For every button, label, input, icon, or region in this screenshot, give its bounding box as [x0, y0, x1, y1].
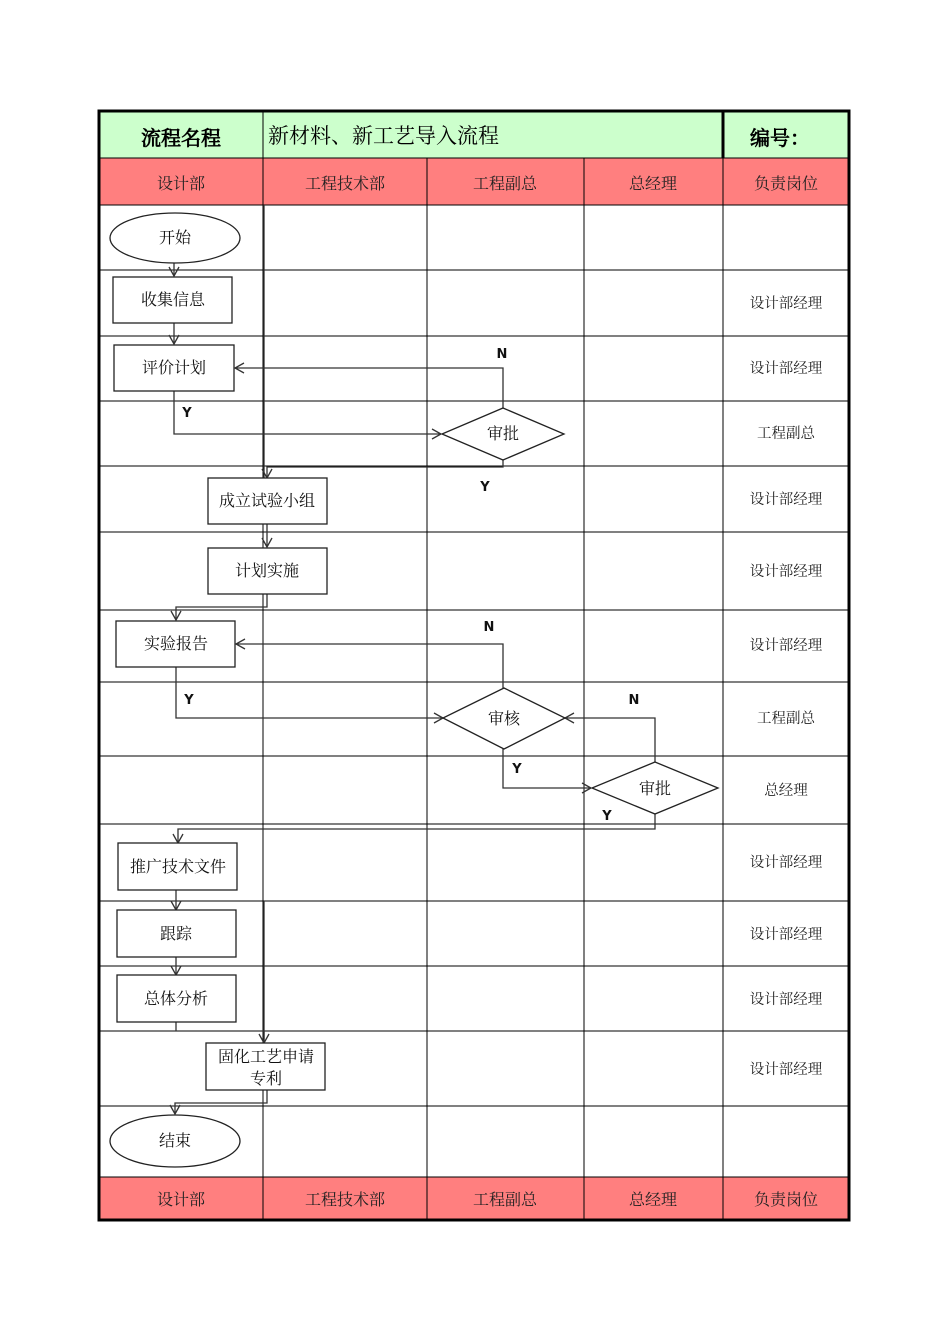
- role-cell: 设计部经理: [749, 492, 823, 508]
- node-patent-application-line1: 固化工艺申请: [217, 1047, 315, 1066]
- node-review: [443, 688, 565, 749]
- node-plan-implementation: [208, 548, 327, 594]
- column-footer-design: 设计部: [156, 1190, 206, 1209]
- node-review-label: 审核: [487, 709, 521, 728]
- role-cell: 设计部经理: [749, 992, 823, 1008]
- yes-label: Y: [480, 480, 490, 495]
- node-test-report-label: 实验报告: [143, 634, 209, 653]
- column-header-vp-engineering: 工程副总: [472, 174, 538, 193]
- node-start-label: 开始: [158, 228, 192, 247]
- node-collect-info: [113, 277, 232, 323]
- node-approve-2-label: 审批: [638, 779, 672, 798]
- role-cell: 设计部经理: [749, 564, 823, 580]
- node-promote-tech-docs: [118, 843, 237, 890]
- node-approve-1-label: 审批: [486, 424, 520, 443]
- node-approve-1: [442, 408, 564, 460]
- column-header-row: [99, 158, 849, 205]
- column-footer-general-manager: 总经理: [628, 1190, 678, 1209]
- node-patent-application-line2: 专利: [249, 1069, 283, 1088]
- column-footer-responsible-post: 负责岗位: [753, 1190, 819, 1209]
- title-row: [99, 111, 849, 158]
- node-approve-2: [592, 762, 718, 814]
- node-start: [110, 213, 240, 263]
- role-cell: 设计部经理: [749, 1062, 823, 1078]
- no-label: N: [628, 693, 640, 708]
- column-header-responsible-post: 负责岗位: [753, 174, 819, 193]
- node-plan-implementation-label: 计划实施: [234, 561, 300, 580]
- node-patent-application: [206, 1043, 325, 1090]
- role-cell: 设计部经理: [749, 927, 823, 943]
- no-label: N: [483, 620, 495, 635]
- node-end: [110, 1115, 240, 1167]
- column-footer-engineering: 工程技术部: [304, 1190, 386, 1209]
- node-overall-analysis-label: 总体分析: [143, 989, 209, 1008]
- column-header-engineering: 工程技术部: [304, 174, 386, 193]
- role-cell: 设计部经理: [749, 855, 823, 871]
- node-collect-info-label: 收集信息: [140, 290, 206, 309]
- node-evaluate-plan: [114, 345, 234, 391]
- node-test-report: [116, 621, 235, 667]
- role-cell: 工程副总: [757, 426, 815, 442]
- role-cell: 设计部经理: [749, 296, 823, 312]
- column-footer-vp-engineering: 工程副总: [472, 1190, 538, 1209]
- responsible-post-column: [750, 295, 823, 1078]
- node-promote-tech-docs-label: 推广技术文件: [129, 857, 227, 876]
- yes-label: Y: [184, 693, 194, 708]
- node-form-test-team-label: 成立试验小组: [218, 491, 316, 510]
- column-header-design: 设计部: [156, 174, 206, 193]
- role-cell: 工程副总: [757, 711, 815, 727]
- node-tracking-label: 跟踪: [159, 924, 193, 943]
- node-end-label: 结束: [158, 1131, 192, 1150]
- column-footer-row: [99, 1177, 849, 1220]
- process-title: 新材料、新工艺导入流程: [268, 124, 499, 148]
- connectors: [174, 205, 655, 1114]
- role-cell: 设计部经理: [749, 638, 823, 654]
- code-label: 编号：: [750, 126, 810, 150]
- node-tracking: [117, 910, 236, 957]
- no-label: N: [496, 347, 508, 362]
- node-form-test-team: [208, 478, 327, 524]
- node-evaluate-plan-label: 评价计划: [141, 358, 207, 377]
- node-overall-analysis: [117, 975, 236, 1022]
- role-cell: 总经理: [764, 783, 808, 799]
- yes-label: Y: [512, 762, 522, 777]
- yes-label: Y: [602, 809, 612, 824]
- column-header-general-manager: 总经理: [628, 174, 678, 193]
- yes-label: Y: [182, 406, 192, 421]
- process-name-label: 流程名程: [141, 126, 221, 150]
- role-cell: 设计部经理: [749, 361, 823, 377]
